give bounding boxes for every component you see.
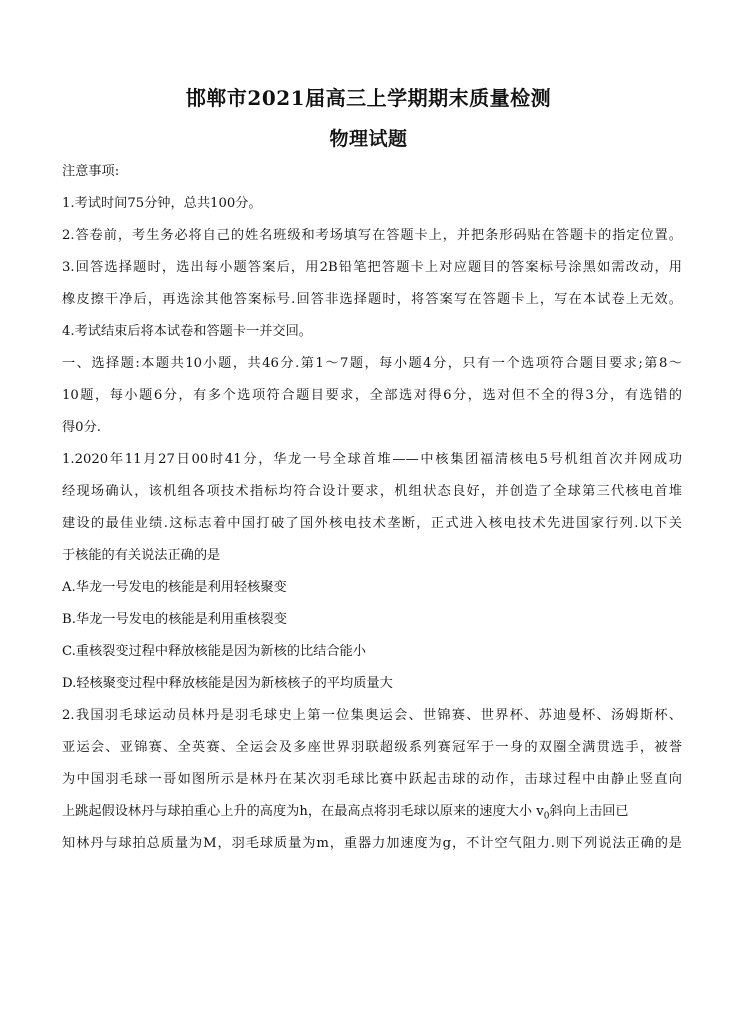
notes-heading: 注意事项:: [62, 164, 120, 179]
question-1-option-a: A.华龙一号发电的核能是利用轻核聚变: [62, 580, 287, 595]
question-2-text: 上跳起假设林丹与球拍重心上升的高度为h，在最高点将羽毛球以原来的速度大小: [62, 804, 533, 819]
note-item: 4.考试结束后将本试卷和答题卡一并交回。: [62, 324, 312, 339]
question-2-stem: 为中国羽毛球一哥如图所示是林丹在某次羽毛球比赛中跃起击球的动作，击球过程中由静止竖直向: [62, 772, 682, 787]
note-item: 1.考试时间75分钟，总共100分。: [62, 196, 262, 211]
question-1-option-c: C.重核裂变过程中释放核能是因为新核的比结合能小: [62, 644, 366, 659]
question-2-stem-line: [62, 802, 682, 827]
question-1-stem: 经现场确认，该机组各项技术指标均符合设计要求，机组状态良好，并创造了全球第三代核电首堆: [62, 484, 682, 499]
section-instructions: 一、选择题:本题共10小题，共46分.第1～7题，每小题4分，只有一个选项符合题目要求;第8～: [62, 356, 682, 371]
note-item: 橡皮擦干净后，再选涂其他答案标号.回答非选择题时，将答案写在答题卡上，写在本试卷上无效。: [62, 292, 682, 307]
question-2-text: 斜向上击回已: [549, 804, 629, 819]
section-instructions: 10题，每小题6分，有多个选项符合题目要求，全部选对得6分，选对但不全的得3分，有选错的: [62, 388, 682, 403]
note-item: 2.答卷前，考生务必将自己的姓名班级和考场填写在答题卡上，并把条形码贴在答题卡的指定位置。: [62, 228, 682, 243]
question-2-stem: 知林丹与球拍总质量为M，羽毛球质量为m，重器力加速度为g，不计空气阻力.则下列说法正确的是: [62, 836, 682, 851]
exam-subject: 物理试题: [329, 128, 408, 150]
exam-title: 邯郸市2021届高三上学期期末质量检测: [185, 86, 552, 110]
note-item: 3.回答选择题时，选出每小题答案后，用2B铅笔把答题卡上对应题目的答案标号涂黑如需改动，用: [62, 260, 682, 275]
question-1-stem: 建设的最佳业绩.这标志着中国打破了国外核电技术垄断，正式进入核电技术先进国家行列.以下关: [62, 516, 682, 531]
velocity-subscript: 0: [543, 811, 550, 822]
question-2-stem: 2.我国羽毛球运动员林丹是羽毛球史上第一位集奥运会、世锦赛、世界杯、苏迪曼杯、汤姆斯杯、: [62, 708, 682, 723]
question-1-stem: 1.2020年11月27日00时41分，华龙一号全球首堆——中核集团福清核电5号机组首次并网成功: [62, 452, 682, 467]
section-instructions: 得0分.: [62, 420, 101, 435]
velocity-symbol: v: [536, 804, 544, 819]
question-1-option-b: B.华龙一号发电的核能是利用重核裂变: [62, 612, 287, 627]
question-1-option-d: D.轻核聚变过程中释放核能是因为新核核子的平均质量大: [62, 676, 393, 691]
question-2-stem: 亚运会、亚锦赛、全英赛、全运会及多座世界羽联超级系列赛冠军于一身的双圈全满贯选手，被誉: [62, 740, 682, 755]
question-1-stem: 于核能的有关说法正确的是: [62, 548, 221, 563]
